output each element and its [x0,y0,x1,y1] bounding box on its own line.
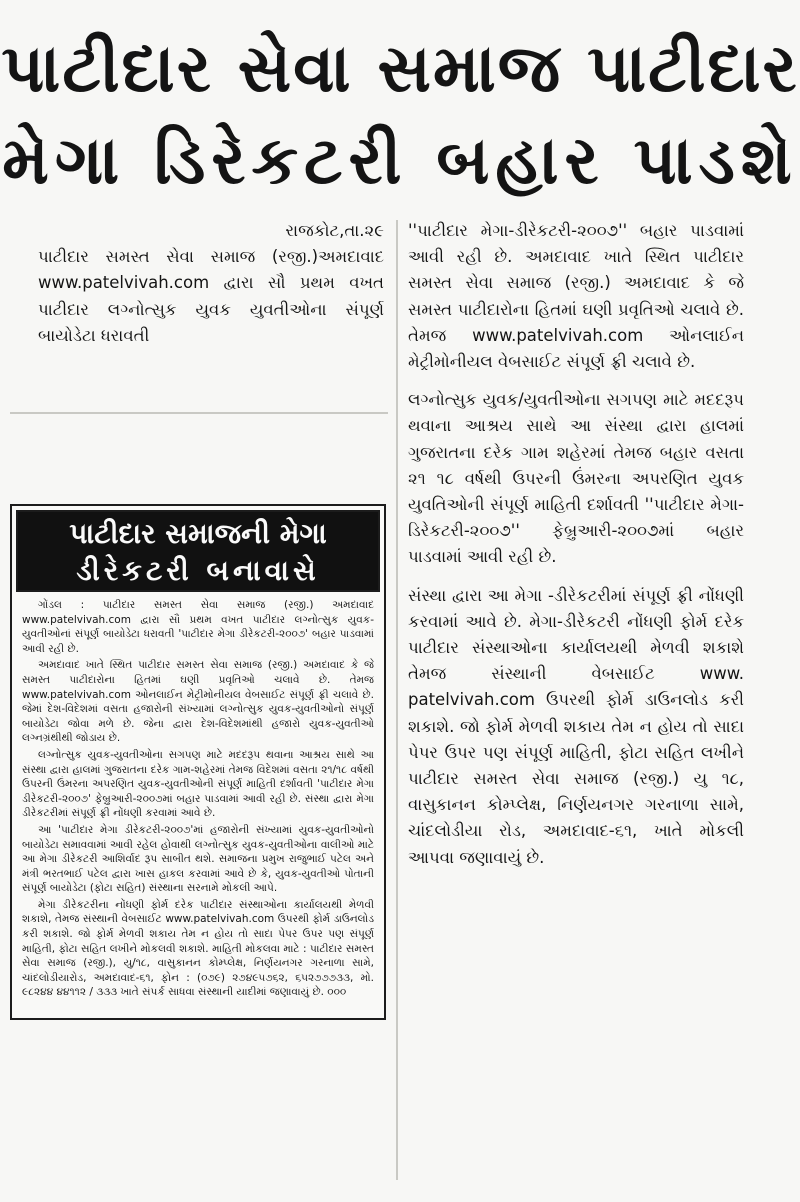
boxed-article-title [16,510,380,592]
left-article-body: પાટીદાર સમસ્ત સેવા સમાજ (રજી.)અમદાવાદ www.patelvivah.com દ્વારા સૌ પ્રથમ વખત પાટીદાર લગ્નોત્સુક યુવક યુવતીઓના સંપૂર્ણ બાયોડેટા ધરાવતી [38,247,384,345]
right-article [408,218,744,883]
dateline: રાજકોટ,તા.૨૯ [285,221,384,240]
right-paragraph: સંસ્થા દ્વારા આ મેગા -ડીરેકટરીમાં સંપૂર્ણ ફ્રી નોંધણી કરવામાં આવે છે. મેગા-ડીરેકટરી નોંધણી ફોર્મ દરેક પાટીદાર સંસ્થાઓના કાર્યાલયથી મેળવી શકાશે તેમજ સંસ્થાની વેબસાઈટ www. patelvivah.com ઉપરથી ફોર્મ ડાઉનલોડ કરી શકાશે. જો ફોર્મ મેળવી શકાય તેમ ન હોય તો સાદા પેપર ઉપર પણ સંપૂર્ણ માહિતી, ફોટા સહિત લખીને પાટીદાર સમસ્ત સેવા સમાજ (રજી.) યુ ૧૮, વાસુકાનન કોમ્પ્લેક્ષ, નિર્ણયનગર ગરનાળા સામે, ચાંદલોડીયા રોડ, અમદાવાદ-૬૧, ખાતે મોકલી આપવા જણાવાયું છે. [408,585,744,867]
boxed-paragraph: આ 'પાટીદાર મેગા ડીરેકટરી-૨૦૦૭'માં હજારોની સંખ્યામાં યુવક-યુવતીઓનો બાયોડેટા સમાવવામાં આવી રહેલ હોવાથી લગ્નોત્સુક યુવક-યુવતીઓના વાલીઓ માટે આ મેગા ડીરેકટરી આશિર્વાદ રૂપ સાબીત થશે. સમાજના પ્રમુખ રાજુભાઈ પટેલ અને મંત્રી ભરતભાઈ પટેલ દ્વારા ખાસ હાકલ કરવામાં આવે છે કે, યુવક-યુવતીઓ પોતાની સંપૂર્ણ બાયોડેટા (ફોટા સહિત) સંસ્થાના સરનામે મોકલી આપે. [22,823,374,895]
headline-line-2: મેગા ડિરેકટરી બહાર પાડશે [2,122,798,199]
boxed-paragraph: અમદાવાદ ખાતે સ્થિત પાટીદાર સમસ્ત સેવા સમાજ (રજી.) અમદાવાદ કે જે સમસ્ત પાટીદારોના હિતમાં ઘણી પ્રવૃતિઓ ચલાવે છે. તેમજ www.patelvivah.com ઓનલાઈન મેટ્રીમોનીયલ વેબસાઈટ સંપૂર્ણ ફ્રી ચલાવે છે. જેમાં દેશ-વિદેશમાં વસતા હજારોની સંખ્યામાં લગ્નોત્સુક યુવક-યુવતીઓનો સંપૂર્ણ બાયોડેટા જોવા મળે છે. જેના દ્વારા દેશ-વિદેશમાંથી હજારો યુવક-યુવતીઓ લગ્નગ્રંથીથી જોડાય છે. [22,659,374,745]
right-paragraph: લગ્નોત્સુક યુવક/યુવતીઓના સગપણ માટે મદદરૂપ થવાના આશ્રય સાથે આ સંસ્થા દ્વારા હાલમાં ગુજરાતના દરેક ગામ શહેરમાં તેમજ બહાર વસતા ૨૧ ૧૮ વર્ષથી ઉપરની ઉંમરના અપરણિત યુવક યુવતિઓની સંપૂર્ણ માહિતી દર્શાવતી ''પાટીદાર મેગા-ડિરેકટરી-૨૦૦૭'' ફેબ્રુઆરી-૨૦૦૭માં બહાર પાડવામાં આવી રહી છે. [408,390,744,567]
boxed-paragraph: ગોંડલ : પાટીદાર સમસ્ત સેવા સમાજ (રજી.) અમદાવાદ www.patelvivah.com દ્વારા સૌ પ્રથમ વખત પાટીદાર લગ્નોત્સુક યુવક-યુવતીઓનાં સંપૂર્ણ બાયોડેટા ધરાવતી 'પાટીદાર મેગા ડીરેકટરી-૨૦૦૭' બહાર પાડવામાં આવી રહી છે. [22,599,374,655]
left-article [38,218,384,356]
right-paragraph: ''પાટીદાર મેગા-ડીરેકટરી-૨૦૦૭'' બહાર પાડવામાં આવી રહી છે. અમદાવાદ ખાતે સ્થિત પાટીદાર સમસ્ત સેવા સમાજ (રજી.) અમદાવાદ કે જે સમસ્ત પાટીદારોના હિતમાં ઘણી પ્રવૃતિઓ ચલાવે છે. તેમજ www.patelvivah.com ઓનલાઈન મેટ્રીમોનીયલ વેબસાઈટ સંપૂર્ણ ફ્રી ચલાવે છે. [408,221,744,372]
column-rule [10,412,388,414]
boxed-article-body [22,598,374,1002]
boxed-title-line-1: પાટીદાર સમાજની મેગા [69,517,327,550]
boxed-paragraph: લગ્નોત્સુક યુવક-યુવતીઓના સગપણ માટે મદદરૂપ થવાના આશ્રય સાથે આ સંસ્થા દ્વારા હાલમાં ગુજરાતના દરેક ગામ-શહેરમાં તેમજ વિદેશમાં વસતા ૨૧/૧૮ વર્ષથી ઉપરની ઉંમરના અપરણિત યુવક-યુવતીઓની સંપૂર્ણ માહિતી દર્શાવતી 'પાટીદાર મેગા ડીરેકટરી-૨૦૦૭' ફેબ્રુઆરી-૨૦૦૭માં બહાર પાડવામાં આવી રહી છે. સંસ્થા દ્વારા મેગા ડીરેકટરીમાં સંપૂર્ણ ફ્રી નોંધણી કરવામાં આવે છે. [22,748,374,820]
column-divider [396,220,398,1180]
boxed-title-line-2: ડીરેકટરી બનાવાસે [76,554,320,587]
headline-line-1: પાટીદાર સેવા સમાજ પાટીદાર [1,30,799,107]
boxed-paragraph: મેગા ડીરેકટરીના નોંધણી ફોર્મ દરેક પાટીદાર સંસ્થાઓના કાર્યાલયથી મેળવી શકાશે, તેમજ સંસ્થાની વેબસાઈટ www.patelvivah.com ઉપરથી ફોર્મ ડાઉનલોડ કરી શકાશે. જો ફોર્મ મેળવી શકાય તેમ ન હોય તો સાદા પેપર ઉપર પણ સંપૂર્ણ માહિતી, ફોટા સહિત લખીને મોકલવી શકાશે. માહિતી મોકલવા માટે : પાટીદાર સમસ્ત સેવા સમાજ (રજી.), યુ/૧૮, વાસુકાનન કોમ્પ્લેક્ષ, નિર્ણયનગર ગરનાળા સામે, ચાંદલોડીયારોડ, અમદાવાદ-૬૧, ફોન : (૦૭૯) ૨૭૪૯૫૭૬૨, ૬૫૨૭૭૭૩૩, મો. ૯૮૨૪૪ ૪૪૧૧૨ / ૩૩૩ ખાતે સંપર્ક સાધવા સંસ્થાની યાદીમાં જણાવાયું છે. ૦૦૦ [22,898,374,999]
boxed-article [10,504,386,1020]
